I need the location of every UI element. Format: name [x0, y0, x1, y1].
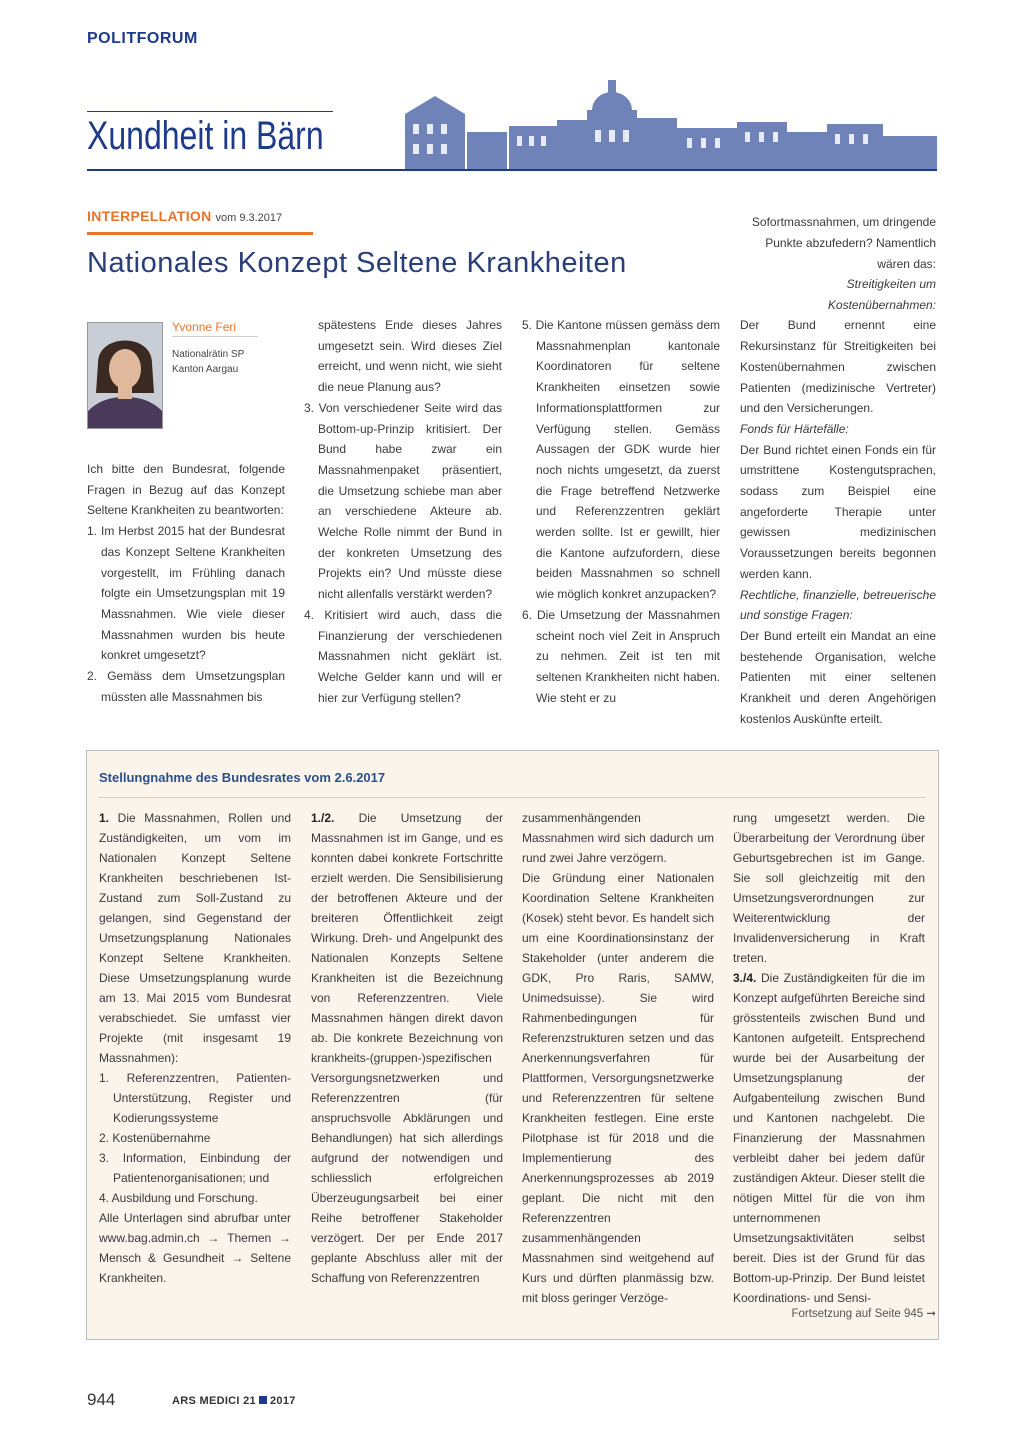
answer-34-lead: 3./4.	[733, 971, 757, 985]
interpellation-rule	[87, 232, 313, 235]
answer-12-end: rung umgesetzt werden. Die Überarbeitung der Verordnung über Geburtsgebrechen ist im Gange. Sie soll gleichzeitig mit den Umsetzungsverordnungen zur Weiterentwicklung der Invalidenversicherung in Kraft treten.	[733, 811, 925, 965]
intro-paragraph: Ich bitte den Bundesrat, folgende Fragen in Bezug auf das Konzept Seltene Krankheiten zu beantworten:	[87, 462, 285, 518]
article-column-2	[304, 315, 502, 708]
question-6-text: 6. Die Umsetzung der Massnahmen scheint noch viel Zeit in Anspruch zu nehmen. Zeit ist ten mit seltenen Krankheiten nicht haben. Wie steht er zu	[522, 607, 720, 705]
interpellation-date: vom 9.3.2017	[215, 212, 283, 224]
statement-column-4	[733, 808, 925, 1308]
answer-12-lead: 1./2.	[311, 811, 335, 825]
project-item-3: 3. Information, Einbindung der Patientenorganisationen; und	[99, 1151, 291, 1185]
article-column-1	[87, 459, 285, 707]
question-2-start: 2. Gemäss dem Umsetzungsplan müssten alle Massnahmen bis	[87, 669, 285, 704]
question-2-end: spätestens Ende dieses Jahres umgesetzt sein. Wird dieses Ziel erreicht, und wenn nicht, wie sieht die neue Planung aus?	[318, 318, 502, 395]
article-column-3	[522, 315, 720, 708]
author-name: Yvonne Feri	[172, 320, 237, 334]
parliament-skyline-illustration	[405, 74, 937, 170]
answer-1-text: Die Massnahmen, Rollen und Zuständigkeiten, um vom im Nationalen Konzept Seltene Krankheiten beschriebenen Ist-Zustand zum Soll-Zustand zu gelangen, sind Gegenstand der Umsetzungsplanung Nationales Konzept Seltene Krankheiten. Diese Umsetzungsplanung wurde am 13. Mai 2015 vom Bundesrat verabschiedet. Sie umfasst vier Projekte (mit insgesamt 19 Massnahmen):	[99, 811, 291, 1065]
magazine-info	[172, 1395, 296, 1407]
magazine-name: ARS MEDICI 21	[172, 1395, 256, 1407]
subhead-other-questions: Rechtliche, finanzielle, betreuerische und sonstige Fragen:	[740, 587, 936, 623]
project-item-4: 4. Ausbildung und Forschung.	[99, 1191, 258, 1205]
question-3: 3. Von verschiedener Seite wird das Bottom-up-Prinzip kritisiert. Der Bund habe zwar ein Massnahmenpaket präsentiert, die Umsetzung schiebe man aber an verschiedene Akteure ab. Welche Rolle nimmt der Bund in der konkreten Umsetzung des Projekts ein? Und müsste diese nicht allenfalls verstärkt werden?	[304, 400, 502, 602]
square-separator-icon	[259, 1396, 267, 1404]
kosek-paragraph: Die Gründung einer Nationalen Koordination Seltene Krankheiten (Kosek) steht bevor. Es handelt sich um eine Koordinationsinstanz der Stakeholder (unter anderem die GDK, Pro Raris, SAMW, Unimedsuisse). Sie wird Rahmenbedingungen für Referenzstrukturen setzen und das Anerkennungsverfahren für Plattformen, Versorgungsnetzwerke und Referenzzentren für seltene Krankheiten festlegen. Eine erste Pilotphase ist für 2018 und die Implementierung des Anerkennungsprozesses ab 2019 geplant. Die nicht mit den Referenzzentren zusammenhängenden Massnahmen sind weitgehend auf Kurs und dürften planmässig bzw. mit bloss geringer Verzöge-	[522, 871, 714, 1305]
continued-note: Fortsetzung auf Seite 945 ➞	[791, 1308, 936, 1320]
statement-column-1	[99, 808, 291, 1288]
statement-column-2	[311, 808, 503, 1288]
answer-34-text: Die Zuständigkeiten für die im Konzept aufgeführten Bereiche sind grösstenteils zwischen Bund und Kantonen aufgeteilt. Entsprechend wurde bei der Ausarbeitung der Umsetzungsplanung der Aufgabenteilung zwischen Bund und Kantonen nachgelebt. Die Finanzierung der Massnahmen verbleibt daher bei jedem dafür zuständigen Akteur. Dieser stellt die nötigen Mittel für die von ihm unternommenen Umsetzungsaktivitäten selbst bereit. Dies ist der Grund für das Bottom-up-Prinzip. Der Bund leistet Koordinations- und Sensi-	[733, 971, 925, 1305]
answer-12-text: Die Umsetzung der Massnahmen ist im Gange, und es konnten dabei konkrete Fortschritte erzielt werden. Die Sensibilisierung der betroffenen Akteure und der breiteren Öffentlichkeit zeigt Wirkung. Dreh- und Angelpunkt des Nationalen Konzepts Seltene Krankheiten ist die Bezeichnung von Referenzzentren. Viele Massnahmen hängen direkt davon ab. Die konkrete Bezeichnung von krankheits-(gruppen-)spezifischen Versorgungsnetzwerken und Referenzzentren (für anspruchsvolle Abklärungen und Behandlungen) hat sich allerdings aufgrund der notwendigen und schliesslich erfolgreichen Überzeugungsarbeit bei einer Reihe betroffener Stakeholder verzögert. Der per Ende 2017 geplante Abschluss aller mit der Schaffung von Referenzzentren	[311, 811, 503, 1285]
question-6-end: Sofortmassnahmen, um dringende Punkte abzufedern? Namentlich wären das:	[751, 215, 936, 271]
question-6	[522, 605, 720, 709]
author-divider	[172, 336, 258, 337]
interpellation-kicker	[87, 208, 282, 224]
page-number: 944	[87, 1390, 116, 1409]
statement-title: Stellungnahme des Bundesrates vom 2.6.2017	[99, 770, 386, 785]
article-column-4	[740, 274, 936, 729]
masthead-rule	[87, 111, 333, 112]
answer-12-continued: zusammenhängenden Massnahmen wird sich dadurch um rund zwei Jahre verzögern.	[522, 811, 714, 865]
question-1: 1. Im Herbst 2015 hat der Bundesrat das Konzept Seltene Krankheiten vorgestellt, im Frühling danach folgte ein Umsetzungsplan mit 19 Massnahmen. Wie viele dieser Massnahmen wurden bis heute konkret umgesetzt?	[87, 524, 285, 663]
answer-1-lead: 1.	[99, 811, 110, 825]
author-role	[172, 347, 244, 377]
magazine-year: 2017	[269, 1395, 296, 1407]
masthead-baseline	[87, 169, 937, 171]
interpellation-type: INTERPELLATION	[87, 208, 212, 224]
statement-column-3	[522, 808, 714, 1308]
subhead-hardship-fund: Fonds für Härtefälle:	[740, 421, 849, 436]
author-role-line1: Nationalrätin SP	[172, 349, 245, 360]
question-4: 4. Kritisiert wird auch, dass die Finanzierung der verschiedenen Massnahmen nicht geklärt ist. Welche Gelder kann und will er hier zur Verfügung stellen?	[304, 607, 502, 705]
paragraph-hardship-fund: Der Bund richtet einen Fonds ein für umstrittene Kostengutsprachen, sodass zum Beispiel eine angeforderte Therapie unter gewissen medizinischen Voraussetzungen bereits begonnen werden kann.	[740, 442, 936, 581]
author-photo	[87, 322, 163, 429]
author-role-line2: Kanton Aargau	[172, 364, 239, 375]
paragraph-other-questions: Der Bund erteilt ein Mandat an eine bestehende Organisation, welche Patienten mit einer seltenen Krankheit und deren Angehörigen kostenlos Auskünfte erteilt.	[740, 628, 936, 726]
article-headline: Nationales Konzept Seltene Krankheiten	[87, 247, 627, 279]
subhead-disputes: Streitigkeiten um Kostenübernahmen:	[827, 277, 936, 312]
documents-link-text: Alle Unterlagen sind abrufbar unter www.bag.admin.ch → Themen → Mensch & Gesundheit → Seltene Krankheiten.	[99, 1211, 291, 1285]
statement-rule	[99, 797, 925, 798]
portrait-image	[88, 323, 162, 428]
project-item-1: 1. Referenzzentren, Patienten-Unterstützung, Register und Kodierungssysteme	[99, 1071, 291, 1125]
section-label: POLITFORUM	[87, 30, 198, 47]
paragraph-disputes: Der Bund ernennt eine Rekursinstanz für Streitigkeiten bei Kostenübernahmen zwischen Patienten (medizinische Vertreter) und den Versicherungen.	[740, 318, 936, 416]
column-title: Xundheit in Bärn	[87, 114, 324, 158]
project-item-2: 2. Kostenübernahme	[99, 1131, 211, 1145]
question-5: 5. Die Kantone müssen gemäss dem Massnahmenplan kantonale Koordinatoren für seltene Krankheiten einsetzen sowie Informationsplattformen zur Verfügung stellen. Gemäss Aussagen der GDK wurde hier noch nichts umgesetzt, da zuerst die Frage betreffend Netzwerke und Referenzzentren geklärt werden sollte. Ist er gewillt, hier die Kantone aufzufordern, diese beiden Massnahmen so schnell wie möglich konkret anzupacken?	[522, 318, 720, 602]
